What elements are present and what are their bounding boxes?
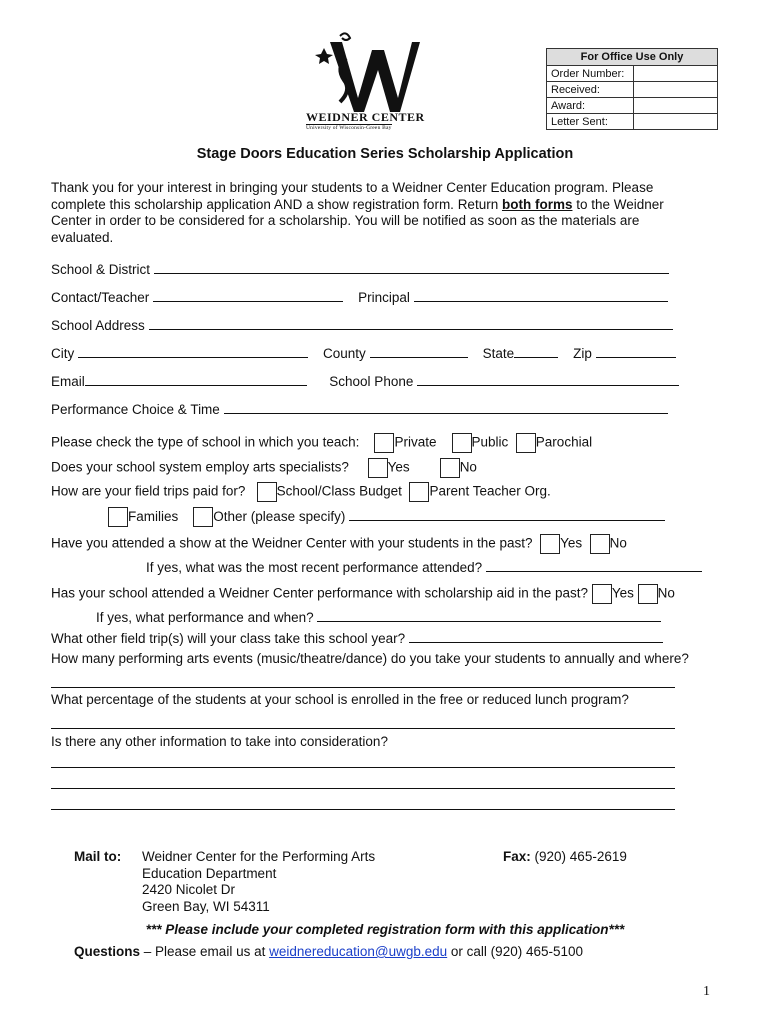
specialists-no-label: No bbox=[459, 459, 477, 475]
weidner-center-logo bbox=[300, 28, 430, 138]
mail-address bbox=[142, 849, 375, 915]
other-checkbox[interactable] bbox=[193, 507, 213, 527]
public-checkbox[interactable] bbox=[452, 433, 472, 453]
phone-field[interactable] bbox=[417, 372, 679, 386]
letter-sent-cell[interactable] bbox=[634, 114, 718, 130]
scholarship-yes-checkbox[interactable] bbox=[592, 584, 612, 604]
intro-paragraph bbox=[51, 180, 691, 246]
lunch-answer-line[interactable] bbox=[51, 728, 675, 729]
principal-field[interactable] bbox=[414, 288, 668, 302]
letter-sent-label: Letter Sent: bbox=[547, 114, 634, 130]
contact-field[interactable] bbox=[153, 288, 343, 302]
events-question: How many performing arts events (music/theatre/dance) do you take your students to annually and where? bbox=[51, 651, 689, 666]
pto-checkbox[interactable] bbox=[409, 482, 429, 502]
other-trips-field[interactable] bbox=[409, 629, 663, 643]
lunch-question: What percentage of the students at your school is enrolled in the free or reduced lunch program? bbox=[51, 692, 629, 707]
paid-row bbox=[51, 482, 551, 502]
attended-no-label: No bbox=[609, 535, 627, 551]
events-answer-line[interactable] bbox=[51, 687, 675, 688]
when-field[interactable] bbox=[317, 608, 661, 622]
award-cell[interactable] bbox=[634, 98, 718, 114]
school-district-label: School & District bbox=[51, 262, 151, 277]
registration-note: *** Please include your completed registration form with this application*** bbox=[145, 922, 625, 937]
specialists-row bbox=[51, 458, 477, 478]
recent-row bbox=[146, 558, 702, 575]
performance-row bbox=[51, 400, 668, 417]
school-type-row bbox=[51, 433, 592, 453]
city-field[interactable] bbox=[78, 344, 308, 358]
parochial-checkbox[interactable] bbox=[516, 433, 536, 453]
other-info-line-3[interactable] bbox=[51, 809, 675, 810]
attended-question: Have you attended a show at the Weidner Center with your students in the past? bbox=[51, 535, 533, 551]
contact-email-link[interactable]: weidnereducation@uwgb.edu bbox=[269, 944, 448, 959]
mail-line-4: Green Bay, WI 54311 bbox=[142, 898, 270, 914]
address-label: School Address bbox=[51, 318, 145, 333]
private-checkbox[interactable] bbox=[374, 433, 394, 453]
office-use-table bbox=[546, 48, 718, 130]
specialists-yes-label: Yes bbox=[387, 459, 410, 475]
order-number-cell[interactable] bbox=[634, 66, 718, 82]
received-cell[interactable] bbox=[634, 82, 718, 98]
office-use-header: For Office Use Only bbox=[547, 49, 718, 66]
attended-row bbox=[51, 534, 627, 554]
attended-yes-label: Yes bbox=[560, 535, 583, 551]
phone-label: School Phone bbox=[329, 374, 414, 389]
school-district-field[interactable] bbox=[154, 260, 669, 274]
contact-label: Contact/Teacher bbox=[51, 290, 150, 305]
when-row bbox=[96, 608, 661, 625]
when-question: If yes, what performance and when? bbox=[96, 610, 314, 625]
email-row bbox=[51, 372, 679, 389]
pto-label: Parent Teacher Org. bbox=[429, 483, 551, 499]
email-label: Email bbox=[51, 374, 85, 389]
page-number: 1 bbox=[703, 984, 710, 999]
fax-row bbox=[503, 849, 627, 864]
scholarship-no-checkbox[interactable] bbox=[638, 584, 658, 604]
zip-label: Zip bbox=[573, 346, 592, 361]
other-field[interactable] bbox=[349, 507, 665, 521]
other-info-line-1[interactable] bbox=[51, 767, 675, 768]
scholarship-no-label: No bbox=[657, 585, 675, 601]
scholarship-yes-label: Yes bbox=[611, 585, 634, 601]
budget-checkbox[interactable] bbox=[257, 482, 277, 502]
specialists-yes-checkbox[interactable] bbox=[368, 458, 388, 478]
other-trips-row bbox=[51, 629, 663, 646]
parochial-label: Parochial bbox=[535, 434, 593, 450]
intro-text-1: Thank you for your interest in bringing your students to a Weidner Center Education program. Please complete this scholarship application AND a show registration form. Return bbox=[51, 180, 654, 212]
state-field[interactable] bbox=[514, 344, 558, 358]
public-label: Public bbox=[471, 434, 509, 450]
specialists-no-checkbox[interactable] bbox=[440, 458, 460, 478]
zip-field[interactable] bbox=[596, 344, 676, 358]
city-label: City bbox=[51, 346, 75, 361]
attended-yes-checkbox[interactable] bbox=[540, 534, 560, 554]
intro-text-2: to the Weidner Center in order to be considered for a scholarship. You will be notified as soon as the materials are evaluated. bbox=[51, 196, 664, 245]
performance-label: Performance Choice & Time bbox=[51, 402, 220, 417]
specialists-question: Does your school system employ arts specialists? bbox=[51, 459, 349, 475]
fax-label: Fax: bbox=[503, 849, 531, 864]
recent-field[interactable] bbox=[486, 558, 702, 572]
other-trips-question: What other field trip(s) will your class take this school year? bbox=[51, 631, 406, 646]
award-label: Award: bbox=[547, 98, 634, 114]
address-row bbox=[51, 316, 673, 333]
mail-line-2: Education Department bbox=[142, 865, 277, 881]
logo-subtitle: University of Wisconsin-Green Bay bbox=[306, 125, 392, 131]
state-label: State bbox=[482, 346, 515, 361]
other-label: Other (please specify) bbox=[213, 509, 346, 524]
mail-to-label: Mail to: bbox=[74, 849, 122, 864]
mail-line-3: 2420 Nicolet Dr bbox=[142, 882, 236, 897]
city-row bbox=[51, 344, 676, 361]
attended-no-checkbox[interactable] bbox=[590, 534, 610, 554]
fax-number: (920) 465-2619 bbox=[534, 849, 627, 864]
received-label: Received: bbox=[547, 82, 634, 98]
logo-name: WEIDNER CENTER bbox=[306, 110, 425, 124]
contact-row bbox=[51, 288, 668, 305]
county-label: County bbox=[323, 346, 366, 361]
recent-question: If yes, what was the most recent performance attended? bbox=[146, 560, 483, 575]
county-field[interactable] bbox=[370, 344, 468, 358]
order-number-label: Order Number: bbox=[547, 66, 634, 82]
questions-label: Questions bbox=[74, 944, 141, 959]
principal-label: Principal bbox=[358, 290, 410, 305]
mail-line-1: Weidner Center for the Performing Arts bbox=[142, 849, 376, 864]
scholarship-row bbox=[51, 584, 675, 604]
email-field[interactable] bbox=[85, 372, 307, 386]
address-field[interactable] bbox=[149, 316, 673, 330]
intro-bold: both forms bbox=[501, 196, 573, 212]
paid-row-2 bbox=[108, 507, 665, 527]
questions-footer bbox=[74, 944, 583, 959]
questions-text-2: or call (920) 465-5100 bbox=[447, 944, 584, 959]
school-type-question: Please check the type of school in which you teach: bbox=[51, 434, 360, 450]
families-label: Families bbox=[128, 509, 179, 524]
budget-label: School/Class Budget bbox=[276, 483, 402, 499]
scholarship-question: Has your school attended a Weidner Center performance with scholarship aid in the past? bbox=[51, 585, 589, 601]
school-district-row bbox=[51, 260, 669, 277]
paid-question: How are your field trips paid for? bbox=[51, 483, 246, 499]
page-title: Stage Doors Education Series Scholarship Application bbox=[196, 146, 574, 162]
questions-text: – Please email us at bbox=[140, 944, 270, 959]
other-info-question: Is there any other information to take into consideration? bbox=[51, 734, 388, 749]
performance-field[interactable] bbox=[224, 400, 668, 414]
other-info-line-2[interactable] bbox=[51, 788, 675, 789]
private-label: Private bbox=[394, 434, 437, 450]
families-checkbox[interactable] bbox=[108, 507, 128, 527]
